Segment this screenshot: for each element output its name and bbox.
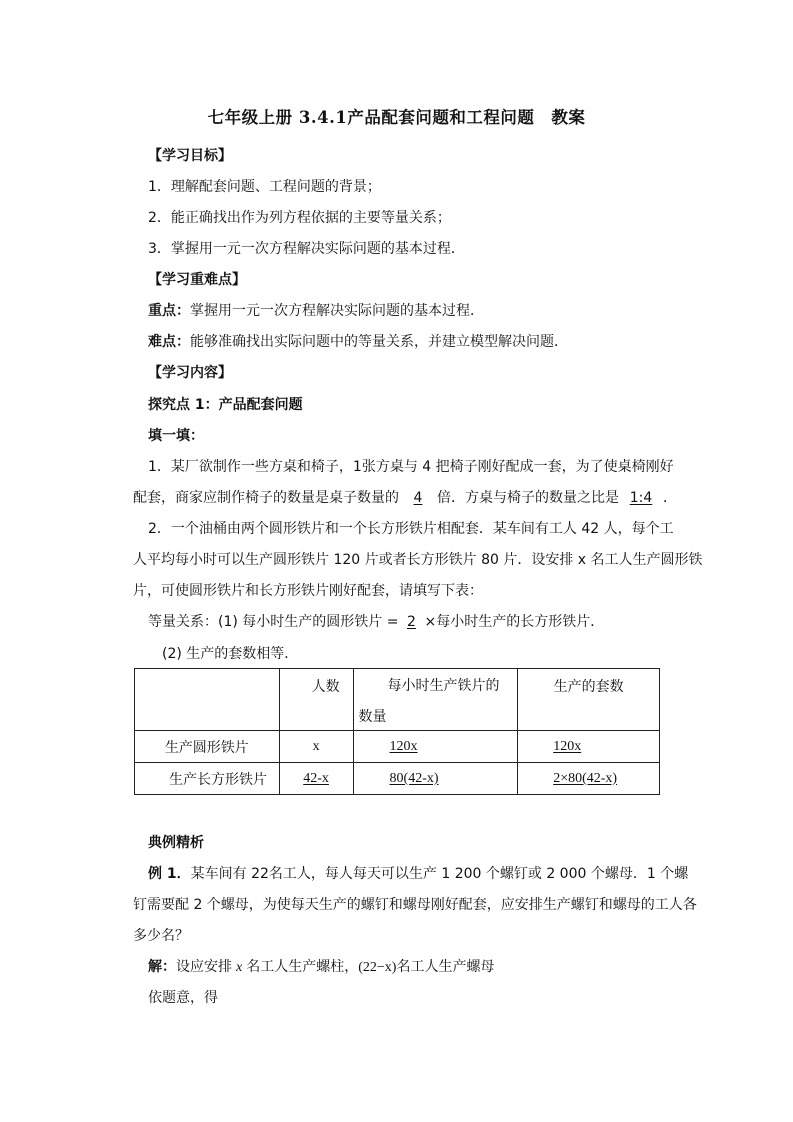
section-goals-heading: 【学习目标】 bbox=[148, 148, 232, 164]
eq-text-b: ×每小时生产的长方形铁片． bbox=[424, 614, 605, 630]
header-line-2: 数量 bbox=[358, 709, 387, 725]
row-per-hour-value: 120x bbox=[389, 738, 418, 754]
table-header-empty bbox=[135, 669, 280, 731]
page-title: 七年级上册 3.4.1产品配套问题和工程问题 教案 bbox=[207, 108, 586, 127]
key-label: 重点： bbox=[148, 303, 190, 319]
eq-answer: 2 bbox=[407, 614, 416, 630]
q1-line2 bbox=[133, 488, 677, 508]
q1-line1: 1．某厂欲制作一些方桌和椅子，1张方桌与 4 把椅子刚好配成一套，为了使桌椅刚好 bbox=[148, 459, 674, 475]
explore-heading: 探究点 1：产品配套问题 bbox=[148, 397, 303, 413]
section-keys-heading: 【学习重难点】 bbox=[148, 272, 246, 288]
goal-item: 3．掌握用一元一次方程解决实际问题的基本过程． bbox=[148, 241, 465, 257]
row-people-value: 42-x bbox=[303, 770, 329, 786]
q1-answer-ratio: 1:4 bbox=[629, 490, 653, 506]
solution-text-b: 名工人生产螺柱， bbox=[246, 959, 359, 975]
table-header-sets: 生产的套数 bbox=[518, 669, 660, 731]
row-per-hour bbox=[353, 731, 518, 763]
q1-text-b: 倍．方桌与椅子的数量之比是 bbox=[437, 490, 619, 506]
table-header-per-hour bbox=[353, 669, 518, 731]
example1-line2: 钉需要配 2 个螺母，为使每天生产的螺钉和螺母刚好配套，应安排生产螺钉和螺母的工人各 bbox=[133, 897, 697, 913]
q1-text-c: ． bbox=[663, 490, 677, 506]
row-per-hour-value: 80(42-x) bbox=[389, 770, 439, 786]
difficult-label: 难点： bbox=[148, 334, 190, 350]
row-people: x bbox=[279, 731, 353, 763]
table-header-row bbox=[135, 669, 660, 731]
eq-text-a: 等量关系：(1) 每小时生产的圆形铁片 = bbox=[148, 614, 399, 630]
q2-line3: 片，可使圆形铁片和长方形铁片刚好配套，请填写下表： bbox=[133, 583, 483, 599]
data-table bbox=[134, 668, 660, 795]
row-sets-value: 2×80(42-x) bbox=[553, 770, 618, 786]
equation-relation-1 bbox=[148, 612, 604, 632]
solution-text-a: 设应安排 bbox=[176, 959, 232, 975]
example-heading: 典例精析 bbox=[148, 835, 204, 851]
q1-answer-ratio-times: 4 bbox=[413, 490, 423, 506]
according-line: 依题意，得 bbox=[148, 990, 218, 1006]
header-line-1: 每小时生产铁片的 bbox=[387, 678, 500, 694]
key-text: 掌握用一元一次方程解决实际问题的基本过程． bbox=[190, 303, 484, 319]
row-label: 生产长方形铁片 bbox=[135, 763, 280, 795]
row-people bbox=[279, 763, 353, 795]
solution-line bbox=[148, 957, 494, 978]
q2-line1: 2．一个油桶由两个圆形铁片和一个长方形铁片相配套．某车间有工人 42 人，每个工 bbox=[148, 521, 674, 537]
key-point bbox=[148, 301, 484, 321]
table-header-people: 人数 bbox=[279, 669, 353, 731]
table-row bbox=[135, 763, 660, 795]
row-label: 生产圆形铁片 bbox=[135, 731, 280, 763]
fill-heading: 填一填： bbox=[148, 428, 204, 444]
solution-expression: (22−x) bbox=[358, 960, 397, 975]
q2-line2: 人平均每小时可以生产圆形铁片 120 片或者长方形铁片 80 片．设安排 x 名工人生产圆形铁 bbox=[133, 552, 703, 568]
equation-relation-2: (2) 生产的套数相等． bbox=[162, 646, 299, 662]
goal-item: 2．能正确找出作为列方程依据的主要等量关系； bbox=[148, 210, 451, 226]
solution-variable: x bbox=[236, 960, 243, 975]
difficult-text: 能够准确找出实际问题中的等量关系，并建立模型解决问题． bbox=[190, 334, 568, 350]
row-sets bbox=[518, 731, 660, 763]
row-per-hour bbox=[353, 763, 518, 795]
section-content-heading: 【学习内容】 bbox=[148, 365, 232, 381]
q1-text-a: 配套，商家应制作椅子的数量是桌子数量的 bbox=[133, 490, 399, 506]
example1-label: 例 1． bbox=[148, 866, 191, 882]
row-sets bbox=[518, 763, 660, 795]
goal-item: 1．理解配套问题、工程问题的背景； bbox=[148, 179, 381, 195]
table-row bbox=[135, 731, 660, 763]
example1-text: 某车间有 22名工人，每人每天可以生产 1 200 个螺钉或 2 000 个螺母．1 个螺 bbox=[190, 866, 689, 882]
example1-line1 bbox=[148, 864, 688, 884]
solution-text-c: 名工人生产螺母 bbox=[396, 959, 495, 975]
row-sets-value: 120x bbox=[553, 738, 582, 754]
solution-label: 解： bbox=[148, 959, 176, 975]
difficult-point bbox=[148, 332, 568, 352]
example1-line3: 多少名？ bbox=[133, 928, 189, 944]
